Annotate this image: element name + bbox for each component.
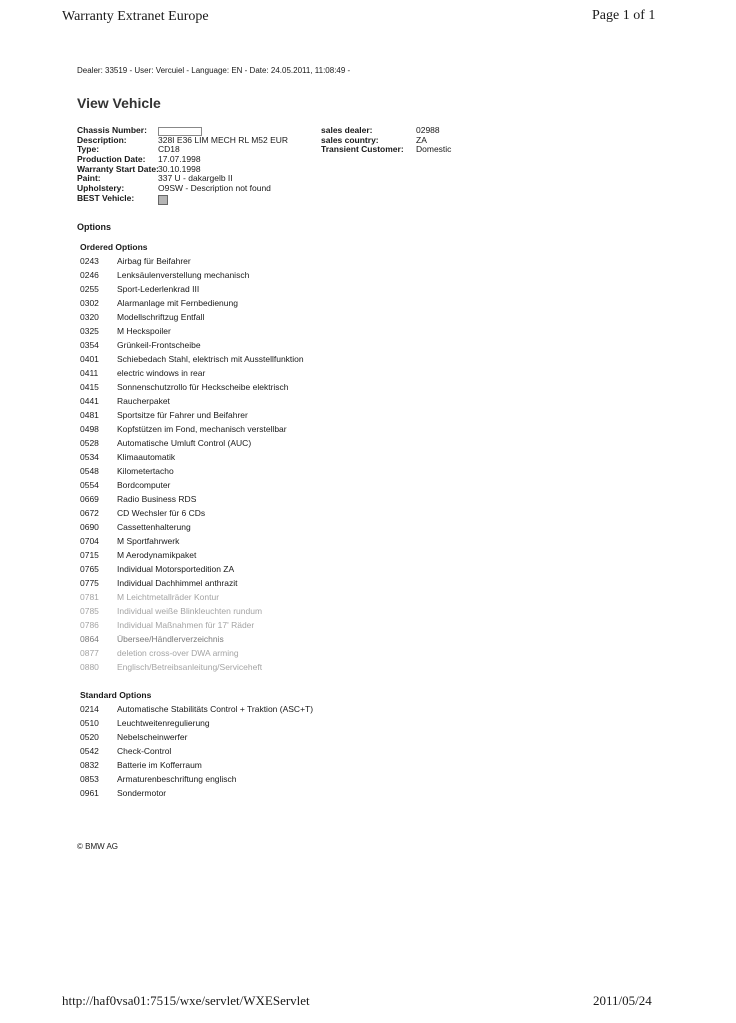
option-row: [80, 408, 304, 422]
option-code: 0554: [80, 480, 99, 490]
option-description: electric windows in rear: [117, 368, 206, 378]
option-row: [80, 282, 304, 296]
option-code: 0853: [80, 774, 99, 784]
sales-dealer-label: sales dealer:: [321, 125, 373, 135]
option-code: 0961: [80, 788, 99, 798]
option-description: Raucherpaket: [117, 396, 170, 406]
standard-options-section: [80, 688, 313, 800]
option-row: [80, 604, 304, 618]
vehicle-row-paint: [77, 174, 476, 184]
option-code: 0411: [80, 368, 99, 378]
option-description: Sonnenschutzrollo für Heckscheibe elektrisch: [117, 382, 289, 392]
option-description: Kilometertacho: [117, 466, 174, 476]
option-description: Nebelscheinwerfer: [117, 732, 188, 742]
option-row: [80, 464, 304, 478]
warranty-start-label: Warranty Start Date:: [77, 163, 159, 174]
option-code: 0246: [80, 270, 99, 280]
option-description: Schiebedach Stahl, elektrisch mit Ausstellfunktion: [117, 354, 304, 364]
option-code: 0877: [80, 648, 99, 658]
warranty-start-value: 30.10.1998: [158, 163, 201, 174]
option-code: 0481: [80, 410, 99, 420]
session-info: Dealer: 33519 - User: Vercuiel - Language: EN - Date: 24.05.2011, 11:08:49 -: [77, 66, 351, 75]
option-code: 0715: [80, 550, 99, 560]
option-code: 0864: [80, 634, 99, 644]
option-code: 0401: [80, 354, 99, 364]
option-description: Englisch/Betreibsanleitung/Serviceheft: [117, 662, 263, 672]
option-description: Check-Control: [117, 746, 172, 756]
option-row: [80, 380, 304, 394]
option-row: [80, 632, 304, 646]
option-code: 0669: [80, 494, 99, 504]
option-row: [80, 436, 304, 450]
transient-customer-label: Transient Customer:: [321, 144, 404, 155]
option-description: Cassettenhalterung: [117, 522, 191, 532]
option-code: 0781: [80, 592, 99, 602]
production-date-label: Production Date:: [77, 154, 146, 165]
option-description: Armaturenbeschriftung englisch: [117, 774, 237, 784]
option-code: 0534: [80, 452, 99, 462]
type-value: CD18: [158, 144, 180, 155]
option-row: [80, 422, 304, 436]
type-label: Type:: [77, 144, 100, 155]
option-description: Leuchtweitenregulierung: [117, 718, 210, 728]
option-code: 0786: [80, 620, 99, 630]
option-code: 0528: [80, 438, 99, 448]
option-row: [80, 324, 304, 338]
transient-customer-value: Domestic: [416, 144, 452, 155]
standard-options-list: [80, 702, 313, 800]
option-description: Individual Maßnahmen für 17' Räder: [117, 620, 255, 630]
option-description: Individual Motorsportedition ZA: [117, 564, 235, 574]
option-code: 0704: [80, 536, 99, 546]
option-code: 0302: [80, 298, 99, 308]
print-page-number: Page 1 of 1: [592, 8, 656, 23]
option-description: Automatische Umluft Control (AUC): [117, 438, 252, 448]
option-description: Sondermotor: [117, 788, 167, 798]
vehicle-row-upholstery: [77, 184, 476, 194]
option-row: [80, 352, 304, 366]
option-description: M Leichtmetallräder Kontur: [117, 592, 220, 602]
option-description: Batterie im Kofferraum: [117, 760, 202, 770]
best-vehicle-label: BEST Vehicle:: [77, 192, 135, 203]
option-description: Grünkeil-Frontscheibe: [117, 340, 201, 350]
option-description: Individual Dachhimmel anthrazit: [117, 578, 238, 588]
option-description: Alarmanlage mit Fernbedienung: [117, 298, 238, 308]
best-vehicle-checkbox[interactable]: [158, 195, 168, 205]
option-code: 0214: [80, 704, 99, 714]
option-code: 0243: [80, 256, 99, 266]
option-code: 0320: [80, 312, 99, 322]
sales-dealer-value: 02988: [416, 125, 440, 135]
option-row: [80, 744, 313, 758]
print-header-title: Warranty Extranet Europe: [62, 9, 209, 24]
option-row: [80, 730, 313, 744]
vehicle-row-warranty-start: [77, 165, 476, 175]
option-code: 0325: [80, 326, 99, 336]
option-description: Sportsitze für Fahrer und Beifahrer: [117, 410, 248, 420]
option-description: Modellschriftzug Entfall: [117, 312, 205, 322]
option-code: 0520: [80, 732, 99, 742]
upholstery-label: Upholstery:: [77, 183, 125, 194]
option-code: 0672: [80, 508, 99, 518]
upholstery-value: O9SW - Description not found: [158, 183, 271, 194]
option-code: 0498: [80, 424, 99, 434]
option-description: Automatische Stabilitäts Control + Traktion (ASC+T): [117, 704, 314, 714]
option-row: [80, 772, 313, 786]
option-description: M Aerodynamikpaket: [117, 550, 197, 560]
options-heading: Options: [77, 222, 111, 232]
vehicle-row-best: [77, 194, 476, 204]
sales-country-value: ZA: [416, 134, 427, 145]
option-description: Airbag für Beifahrer: [117, 256, 191, 266]
option-row: [80, 534, 304, 548]
paint-value: 337 U - dakargelb II: [158, 173, 233, 184]
page-title: View Vehicle: [77, 95, 161, 111]
option-row: [80, 254, 304, 268]
option-code: 0785: [80, 606, 99, 616]
option-code: 0548: [80, 466, 99, 476]
option-description: Radio Business RDS: [117, 494, 197, 504]
vehicle-info: [77, 126, 476, 204]
option-description: CD Wechsler für 6 CDs: [117, 508, 206, 518]
option-code: 0542: [80, 746, 99, 756]
option-code: 0765: [80, 564, 99, 574]
option-code: 0441: [80, 396, 99, 406]
option-row: [80, 618, 304, 632]
option-row: [80, 646, 304, 660]
print-footer-date: 2011/05/24: [593, 993, 652, 1008]
option-row: [80, 716, 313, 730]
option-description: Sport-Lederlenkrad III: [117, 284, 200, 294]
option-description: Bordcomputer: [117, 480, 171, 490]
option-row: [80, 450, 304, 464]
option-description: M Heckspoiler: [117, 326, 171, 336]
option-row: [80, 268, 304, 282]
option-row: [80, 590, 304, 604]
option-code: 0775: [80, 578, 99, 588]
option-description: Klimaautomatik: [117, 452, 176, 462]
option-row: [80, 702, 313, 716]
option-row: [80, 576, 304, 590]
production-date-value: 17.07.1998: [158, 154, 201, 165]
option-code: 0255: [80, 284, 99, 294]
print-footer-url: http://haf0vsa01:7515/wxe/servlet/WXEServlet: [62, 993, 310, 1008]
copyright: © BMW AG: [77, 842, 119, 851]
option-row: [80, 758, 313, 772]
option-row: [80, 394, 304, 408]
option-row: [80, 338, 304, 352]
option-row: [80, 492, 304, 506]
option-row: [80, 366, 304, 380]
option-description: Übersee/Händlerverzeichnis: [117, 634, 224, 644]
option-row: [80, 520, 304, 534]
option-row: [80, 660, 304, 674]
option-code: 0415: [80, 382, 99, 392]
option-row: [80, 310, 304, 324]
option-row: [80, 296, 304, 310]
option-description: M Sportfahrwerk: [117, 536, 180, 546]
standard-options-title: Standard Options: [80, 690, 152, 700]
ordered-options-list: [80, 254, 304, 674]
chassis-label: Chassis Number:: [77, 125, 147, 135]
option-description: Lenksäulenverstellung mechanisch: [117, 270, 250, 280]
description-value: 328I E36 LIM MECH RL M52 EUR: [158, 134, 289, 145]
option-row: [80, 506, 304, 520]
option-code: 0690: [80, 522, 99, 532]
ordered-options-title: Ordered Options: [80, 242, 148, 252]
option-code: 0832: [80, 760, 99, 770]
option-description: deletion cross-over DWA arming: [117, 648, 239, 658]
option-row: [80, 478, 304, 492]
sales-country-label: sales country:: [321, 134, 379, 145]
best-vehicle-value: [158, 194, 321, 204]
option-code: 0510: [80, 718, 99, 728]
option-row: [80, 548, 304, 562]
option-row: [80, 562, 304, 576]
option-description: Individual weiße Blinkleuchten rundum: [117, 606, 263, 616]
option-row: [80, 786, 313, 800]
option-code: 0354: [80, 340, 99, 350]
option-description: Kopfstützen im Fond, mechanisch verstellbar: [117, 424, 287, 434]
description-label: Description:: [77, 134, 127, 145]
ordered-options-section: [80, 240, 304, 674]
paint-label: Paint:: [77, 173, 101, 184]
option-code: 0880: [80, 662, 99, 672]
